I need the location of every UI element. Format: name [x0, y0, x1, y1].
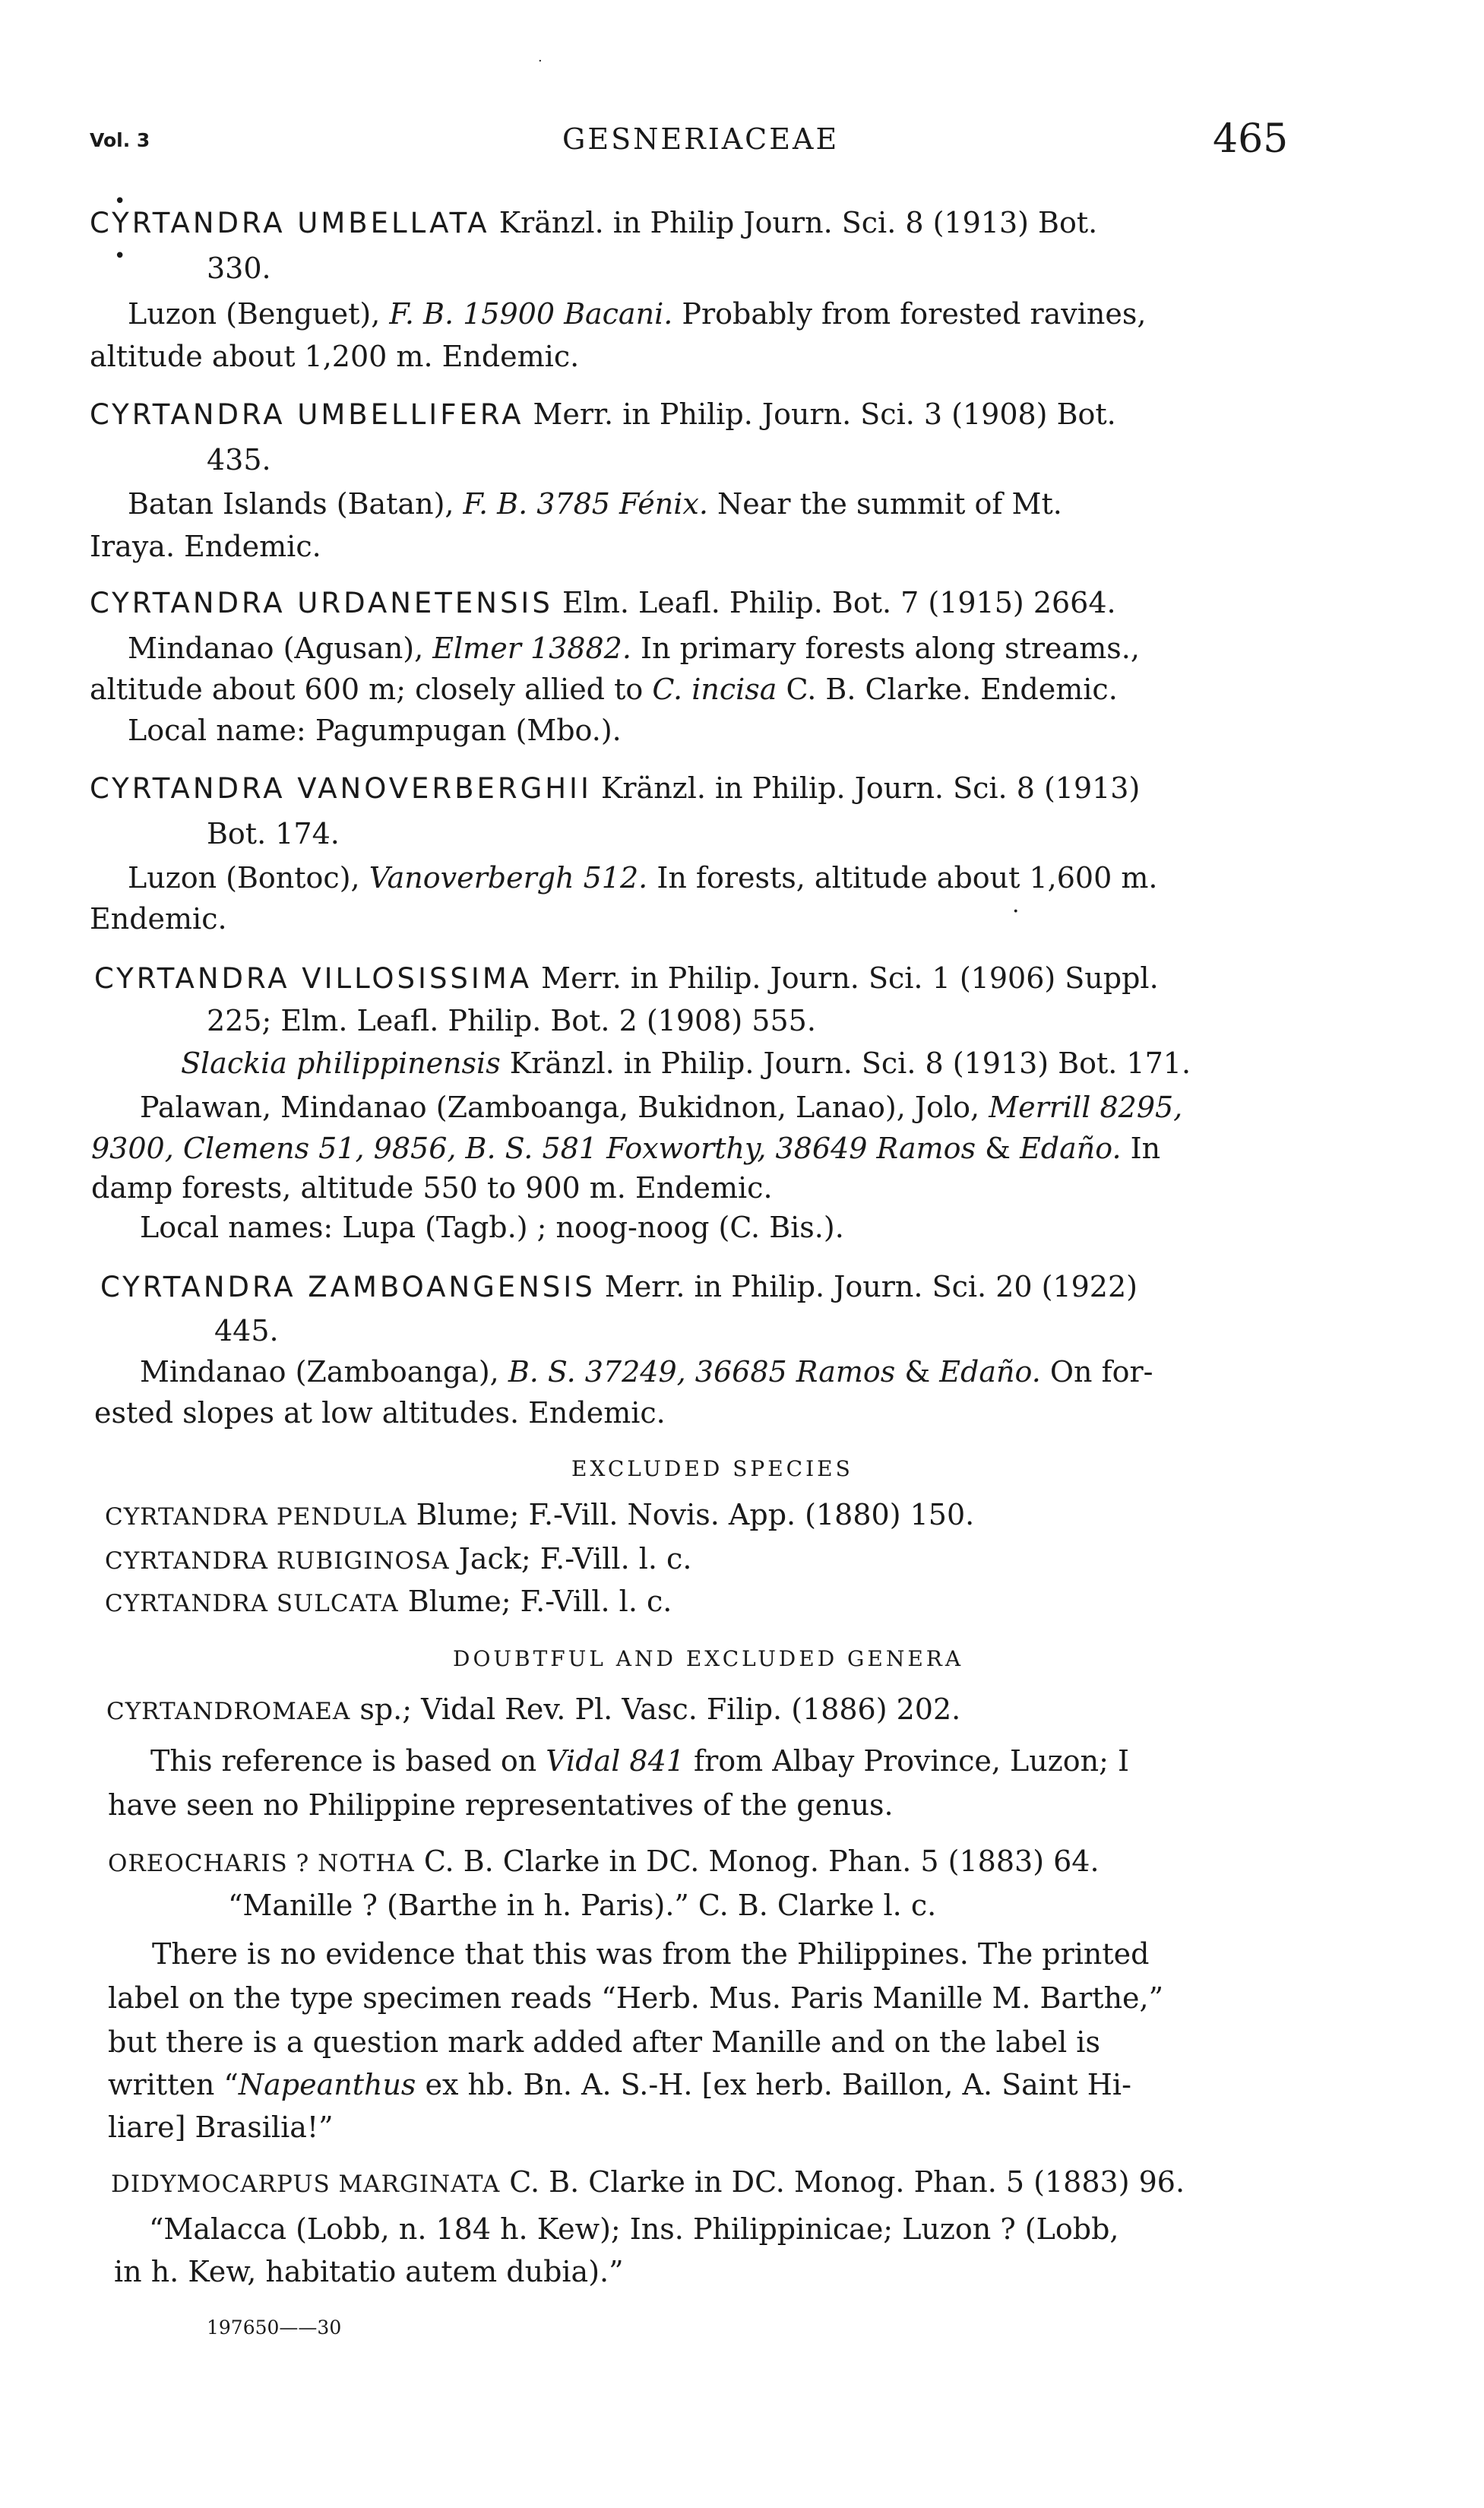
species-name: CYRTANDRA VILLOSISSIMA	[94, 962, 533, 995]
collection-number: Vanoverbergh 512.	[369, 861, 648, 895]
collection-number: Elmer 13882.	[432, 632, 631, 665]
genus-citation: sp.; Vidal Rev. Pl. Vasc. Filip. (1886) 202.	[350, 1693, 961, 1726]
species-name: CYRTANDRA ZAMBOANGENSIS	[100, 1271, 596, 1303]
excluded-item	[105, 1496, 974, 1536]
running-title: GESNERIACEAE	[562, 122, 840, 156]
genus-citation: C. B. Clarke in DC. Monog. Phan. 5 (1883) 96.	[500, 2165, 1185, 2199]
citation: Merr. in Philip. Journ. Sci. 20 (1922)	[604, 1270, 1138, 1303]
entry-umbellifera-heading	[90, 395, 1116, 434]
locality-line	[128, 295, 1146, 333]
local-name: Local name: Pagumpugan (Mbo.).	[128, 714, 622, 747]
excluded-item	[105, 1582, 672, 1623]
genus-name: CYRTANDROMAEA	[106, 1698, 351, 1725]
genus-entry	[108, 1842, 1100, 1883]
habitat: In primary forests along streams.,	[631, 632, 1140, 665]
habitat: Near the summit of Mt.	[707, 487, 1062, 521]
note-text: ex hb. Bn. A. S.-H. [ex herb. Baillon, A. Saint Hi-	[416, 2068, 1131, 2101]
collection-number: Vidal 841	[546, 1744, 685, 1778]
collection-number: Merrill 8295,	[989, 1091, 1183, 1124]
entry-umbellata-heading	[90, 204, 1097, 242]
habitat: C. B. Clarke. Endemic.	[777, 673, 1118, 706]
locality: Palawan, Mindanao (Zamboanga, Bukidnon, Lanao), Jolo,	[140, 1091, 989, 1124]
collection-number: Edaño.	[939, 1355, 1041, 1389]
excluded-item	[105, 1540, 691, 1580]
note-text: This reference is based on	[150, 1744, 546, 1778]
locality-line	[140, 1088, 1182, 1126]
note-line	[150, 1742, 1129, 1780]
note-line: have seen no Philippine representatives of the genus.	[108, 1788, 894, 1822]
citation-continued: 445.	[214, 1314, 279, 1347]
species-name: CYRTANDRA UMBELLATA	[90, 207, 490, 239]
synonym-line	[181, 1044, 1191, 1082]
species-reference: C. incisa	[652, 673, 777, 706]
note-line: label on the type specimen reads “Herb. Mus. Paris Manille M. Barthe,”	[108, 1981, 1164, 2015]
locality: Luzon (Benguet),	[128, 297, 390, 331]
habitat: On for-	[1040, 1355, 1153, 1389]
collection-number: Edaño.	[1020, 1132, 1122, 1165]
locality-line: Endemic.	[90, 902, 227, 936]
note-line: liare] Brasilia!”	[108, 2111, 334, 2144]
excluded-genus: CYRTANDRA PENDULA	[105, 1503, 407, 1531]
habitat: altitude about 600 m; closely allied to	[90, 673, 653, 706]
note-line	[108, 2066, 1131, 2104]
locality: Batan Islands (Batan),	[128, 487, 464, 521]
citation-continued: 435.	[207, 443, 271, 477]
collection-number: B. S. 37249, 36685 Ramos	[508, 1355, 896, 1389]
excluded-genus: CYRTANDRA SULCATA	[105, 1590, 399, 1617]
quote-line: “Malacca (Lobb, n. 184 h. Kew); Ins. Philippinicae; Luzon ? (Lobb,	[149, 2212, 1119, 2246]
note-text: written “	[108, 2068, 239, 2101]
quote-line: in h. Kew, habitatio autem dubia).”	[114, 2255, 624, 2288]
collection-number: 9300, Clemens 51, 9856, B. S. 581 Foxworthy, 38649 Ramos	[91, 1132, 976, 1165]
locality-line	[90, 670, 1118, 708]
collection-number: F. B. 15900 Bacani.	[389, 297, 673, 331]
locality-line	[91, 1129, 1160, 1167]
section-heading-excluded-species: EXCLUDED SPECIES	[571, 1456, 853, 1481]
genus-name: OREOCHARIS ? NOTHA	[108, 1850, 415, 1877]
habitat: In	[1121, 1132, 1161, 1165]
note-text: from Albay Province, Luzon; I	[684, 1744, 1129, 1778]
speck: •	[114, 245, 126, 268]
citation: Merr. in Philip. Journ. Sci. 1 (1906) Suppl.	[541, 961, 1159, 995]
species-name: CYRTANDRA URDANETENSIS	[90, 587, 553, 619]
locality-line: altitude about 1,200 m. Endemic.	[90, 340, 580, 373]
habitat: In forests, altitude about 1,600 m.	[647, 861, 1158, 895]
citation-continued: Bot. 174.	[207, 817, 340, 850]
genus-name: DIDYMOCARPUS MARGINATA	[111, 2171, 501, 2198]
genus-citation: C. B. Clarke in DC. Monog. Phan. 5 (1883) 64.	[414, 1845, 1100, 1878]
speck: •	[114, 190, 126, 213]
locality-line	[128, 485, 1062, 523]
entry-urdanetensis-heading	[90, 584, 1116, 622]
genus-entry	[106, 1690, 960, 1731]
local-names: Local names: Lupa (Tagb.) ; noog-noog (C. Bis.).	[140, 1211, 844, 1244]
locality: Mindanao (Zamboanga),	[140, 1355, 508, 1389]
ampersand: &	[976, 1132, 1020, 1165]
note-line: There is no evidence that this was from the Philippines. The printed	[152, 1937, 1150, 1971]
locality-line	[128, 859, 1157, 897]
quote-line: “Manille ? (Barthe in h. Paris).” C. B. Clarke l. c.	[228, 1889, 937, 1922]
entry-villosissima-heading	[94, 959, 1159, 998]
ampersand: &	[895, 1355, 940, 1389]
printer-mark: 197650——30	[207, 2316, 342, 2339]
citation: Elm. Leafl. Philip. Bot. 7 (1915) 2664.	[562, 586, 1116, 619]
synonym-name: Slackia philippinensis	[181, 1047, 501, 1080]
excluded-citation: Blume; F.-Vill. l. c.	[398, 1585, 672, 1618]
excluded-citation: Blume; F.-Vill. Novis. App. (1880) 150.	[407, 1498, 975, 1531]
excluded-citation: Jack; F.-Vill. l. c.	[449, 1542, 692, 1575]
citation-continued: 330.	[207, 252, 271, 285]
section-heading-doubtful-genera: DOUBTFUL AND EXCLUDED GENERA	[453, 1646, 964, 1671]
page-number: 465	[1213, 116, 1289, 162]
species-name: CYRTANDRA VANOVERBERGHII	[90, 772, 592, 805]
locality-line: Iraya. Endemic.	[90, 530, 321, 563]
synonym-citation: Kränzl. in Philip. Journ. Sci. 8 (1913) Bot. 171.	[500, 1047, 1191, 1080]
genus-entry	[111, 2163, 1185, 2203]
citation-continued: 225; Elm. Leafl. Philip. Bot. 2 (1908) 555.	[207, 1004, 816, 1037]
locality: Mindanao (Agusan),	[128, 632, 433, 665]
locality: Luzon (Bontoc),	[128, 861, 369, 895]
speck: ·	[538, 53, 543, 69]
locality-line: ested slopes at low altitudes. Endemic.	[94, 1396, 666, 1430]
entry-vanoverberghii-heading	[90, 769, 1140, 808]
habitat: Probably from forested ravines,	[672, 297, 1147, 331]
volume-label: Vol. 3	[90, 129, 150, 151]
citation: Merr. in Philip. Journ. Sci. 3 (1908) Bot.	[533, 397, 1116, 431]
locality-line: damp forests, altitude 550 to 900 m. Endemic.	[91, 1171, 773, 1205]
citation: Kränzl. in Philip. Journ. Sci. 8 (1913)	[600, 771, 1141, 805]
species-name: CYRTANDRA UMBELLIFERA	[90, 398, 524, 431]
speck: ·	[1012, 898, 1020, 925]
collection-number: F. B. 3785 Fénix.	[463, 487, 708, 521]
locality-line	[140, 1353, 1153, 1391]
excluded-genus: CYRTANDRA RUBIGINOSA	[105, 1547, 450, 1575]
locality-line	[128, 629, 1140, 667]
citation: Kränzl. in Philip Journ. Sci. 8 (1913) Bot.	[498, 206, 1098, 239]
genus-reference: Napeanthus	[238, 2068, 416, 2101]
entry-zamboangensis-heading	[100, 1268, 1138, 1306]
note-line: but there is a question mark added after Manille and on the label is	[108, 2025, 1100, 2059]
